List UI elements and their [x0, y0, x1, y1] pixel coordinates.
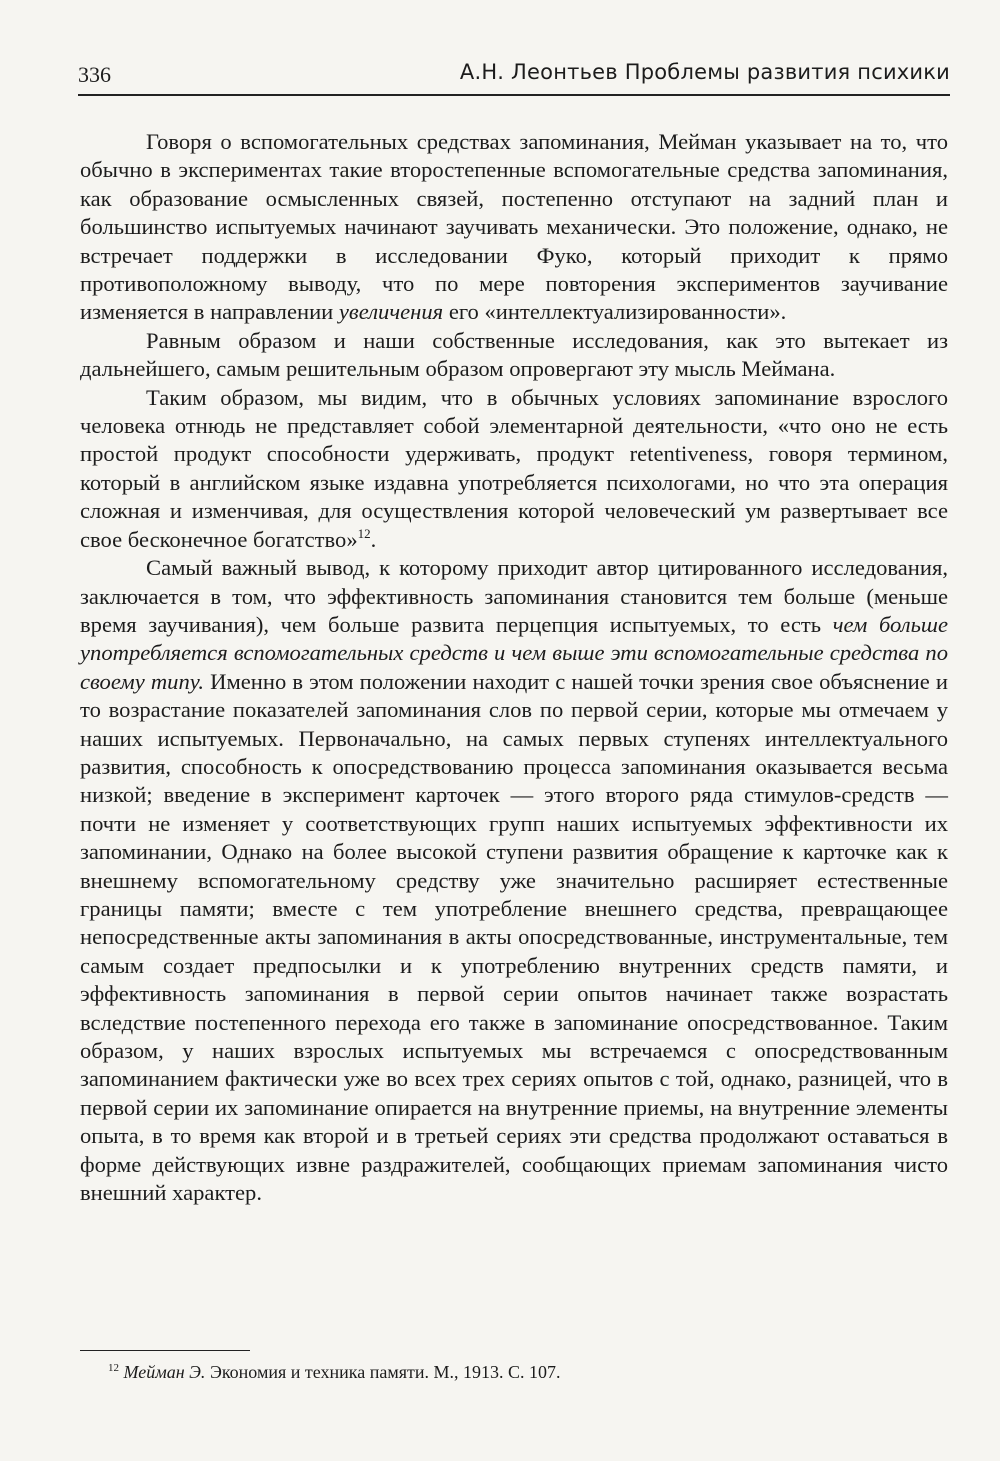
paragraph-4-text-b: Именно в этом положении находит с нашей точки зрения свое объяснение и то возрастание показателей запоминания слов по первой серии, которые мы отмечаем у наших испытуемых. Первоначально, на самых первых ступенях интеллектуального развития, способность к опосредствованию процесса запоминания оказывается весьма низкой; введение в эксперимент карточек — этого второго ряда стимулов-средств — почти не изменяет у соответствующих групп наших испытуемых эффективности их запоминании, Однако на более высокой ступени развития обращение к карточке как к внешнему вспомогательному средству уже значительно расширяет естественные границы памяти; вместе с тем употребление внешнего средства, превращающее непосредственные акты запоминания в акты опосредствованные, инструментальные, тем самым создает предпосылки и к употреблению внутренних средств памяти, и эффективность запоминания в первой серии опытов начинает также возрастать вследствие постепенного перехода его также в запоминание опосредствованное. Таким образом, у наших взрослых испытуемых мы встречаемся с опосредствованным запоминанием фактически уже во всех трех сериях опытов с той, однако, разницей, что в первой серии их запоминание опирается на внутренние приемы, на внутренние элементы опыта, в то время как второй и в третьей сериях эти средства продолжают оставаться в форме действующих извне раздражителей, сообщающих приемам запоминания чисто внешний характер. [80, 668, 948, 1206]
running-title: А.Н. Леонтьев Проблемы развития психики [459, 60, 950, 84]
paragraph-3 [80, 384, 948, 554]
paragraph-4-text-a: Самый важный вывод, к которому приходит автор цитированного исследования, заключается в том, что эффективность запоминания становится тем больше (меньше время заучивания), чем больше развита перцепция испытуемых, то есть [80, 555, 948, 637]
paragraph-1-text-a: Говоря о вспомогательных средствах запоминания, Мейман указывает на то, что обычно в экспериментах такие второстепенные вспомогательные средства запоминания, как образование осмысленных связей, постепенно отступают на задний план и большинство испытуемых начинают заучивать механически. Это положение, однако, не встречает поддержки в исследовании Фуко, который приходит к прямо противоположному выводу, что по мере повторения экспериментов заучивание изменяется в направлении [80, 129, 948, 325]
header-rule [78, 94, 950, 96]
footnote [108, 1360, 928, 1384]
page-number: 336 [78, 62, 111, 87]
paragraph-1-emphasis: увеличения [338, 299, 444, 325]
footnote-author: Мейман Э. [123, 1362, 206, 1382]
footnote-text: Экономия и техника памяти. М., 1913. С. 107. [205, 1362, 561, 1382]
footnote-number: 12 [108, 1362, 119, 1374]
footnote-rule [80, 1350, 250, 1351]
main-text [80, 128, 948, 1207]
footnote-reference[interactable]: 12 [357, 525, 371, 541]
paragraph-4 [80, 554, 948, 1207]
page-header [78, 56, 950, 90]
paragraph-4-emphasis: чем больше употребляется вспомогательных средств и чем выше эти вспомогательные средства по своему типу. [80, 611, 948, 694]
paragraph-2: Равным образом и наши собственные исследования, как это вытекает из дальнейшего, самым решительным образом опровергают эту мысль Меймана. [80, 327, 948, 382]
paragraph-1-text-b: его «интеллектуализированности». [443, 299, 787, 325]
paragraph-1 [80, 128, 948, 327]
paragraph-3-text: Таким образом, мы видим, что в обычных условиях запоминание взрослого человека отнюдь не представляет собой элементарной деятельности, «что оно не есть простой продукт способности удерживать, продукт retentiveness, говоря термином, который в английском языке издавна употребляется психологами, но что эта операция сложная и изменчивая, для осуществления которой человеческий ум развертывает все свое бесконечное богатство» [80, 384, 948, 552]
paragraph-3-end: . [370, 526, 377, 552]
